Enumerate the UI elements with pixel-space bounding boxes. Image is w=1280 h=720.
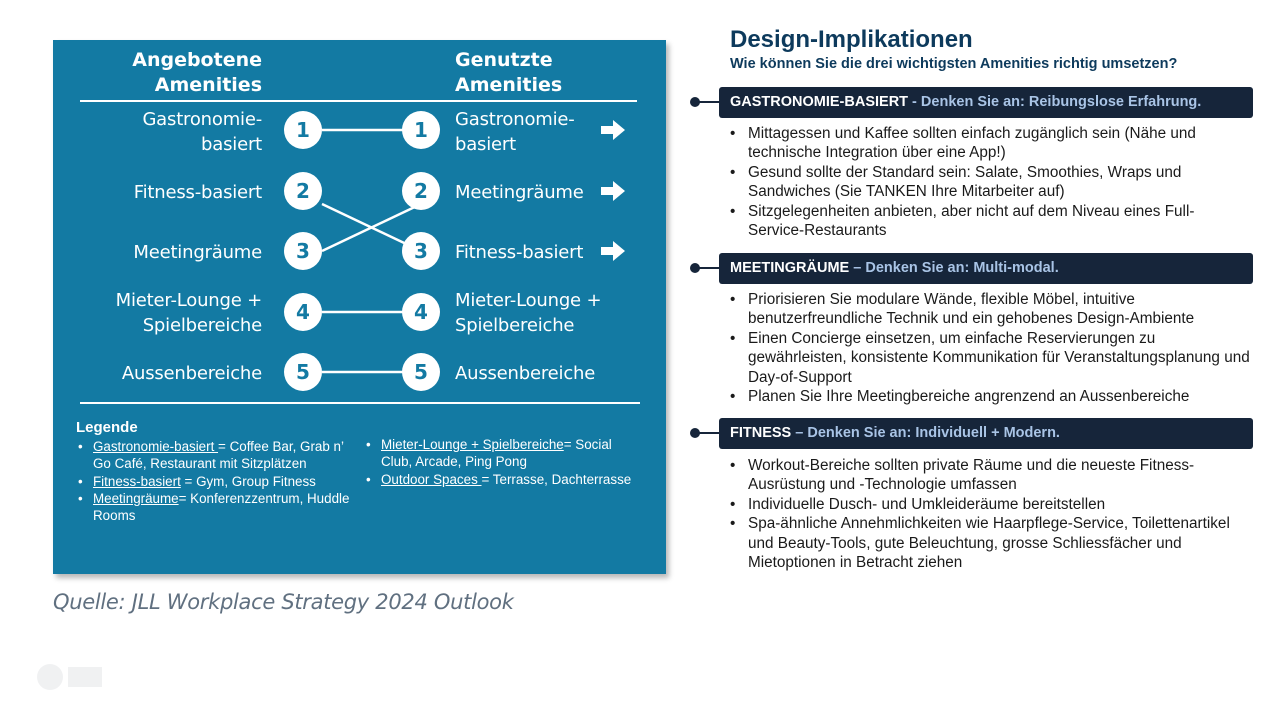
section-bar-fitness: FITNESS – Denken Sie an: Individuell + Modern. xyxy=(719,418,1253,449)
list-item: • Einen Concierge einsetzen, um einfache Reservierungen zu gewährleisten, konsistente Kommunikation für Veranstaltungsplanung und Day-of-Support xyxy=(730,329,1250,387)
left-number-5: 5 xyxy=(284,353,322,391)
left-label-5: Aussenbereiche xyxy=(121,363,262,384)
bullet-connector xyxy=(695,432,721,434)
legend-divider xyxy=(80,402,640,404)
legend-title: Legende xyxy=(76,419,138,436)
left-number-3: 3 xyxy=(284,232,322,270)
list-item: • Sitzgelegenheiten anbieten, aber nicht auf dem Niveau eines Full-Service-Restaurants xyxy=(730,202,1250,241)
legend-item: • Meetingräume= Konferenzzentrum, Huddle Rooms xyxy=(76,490,356,525)
right-label-4: Mieter-Lounge + Spielbereiche xyxy=(455,290,602,336)
left-number-2: 2 xyxy=(284,172,322,210)
source-note: Quelle: JLL Workplace Strategy 2024 Outlook xyxy=(53,590,514,614)
amenities-panel xyxy=(53,40,666,574)
arrow-right-icon xyxy=(601,181,625,201)
jll-logo-watermark-icon xyxy=(36,662,106,692)
right-number-2: 2 xyxy=(402,172,440,210)
left-label-4: Mieter-Lounge + Spielbereiche xyxy=(115,290,262,336)
implications-subtitle: Wie können Sie die drei wichtigsten Amenities richtig umsetzen? xyxy=(730,56,1178,72)
bullet-connector xyxy=(695,101,721,103)
legend-item: • Mieter-Lounge + Spielbereiche= Social Club, Arcade, Ping Pong xyxy=(364,436,644,471)
section-list-gastronomie xyxy=(730,124,1250,240)
left-label-1: Gastronomie- basiert xyxy=(142,109,262,155)
list-item: • Priorisieren Sie modulare Wände, flexible Möbel, intuitive benutzerfreundliche Technik und ein gehobenes Design-Ambiente xyxy=(730,290,1250,329)
right-number-4: 4 xyxy=(402,293,440,331)
section-bar-meetingraeume: MEETINGRÄUME – Denken Sie an: Multi-modal. xyxy=(719,253,1253,284)
right-label-1: Gastronomie- basiert xyxy=(455,109,575,155)
implications-title: Design-Implikationen xyxy=(730,26,973,53)
right-number-3: 3 xyxy=(402,232,440,270)
left-number-4: 4 xyxy=(284,293,322,331)
right-label-3: Fitness-basiert xyxy=(455,242,584,263)
header-used-amenities: Genutzte Amenities xyxy=(455,49,563,96)
list-item: • Spa-ähnliche Annehmlichkeiten wie Haarpflege-Service, Toilettenartikel und Beauty-Tools, gute Beleuchtung, grosse Schliessfächer und Mietoptionen in Betracht ziehen xyxy=(730,514,1250,572)
legend-item: • Fitness-basiert = Gym, Group Fitness xyxy=(76,473,356,490)
list-item: • Workout-Bereiche sollten private Räume und die neueste Fitness-Ausrüstung und -Technologie umfassen xyxy=(730,456,1250,495)
right-label-5: Aussenbereiche xyxy=(455,363,596,384)
right-label-2: Meetingräume xyxy=(455,182,584,203)
legend-column-2 xyxy=(364,436,644,488)
list-item: • Mittagessen und Kaffee sollten einfach zugänglich sein (Nähe und technische Integration über eine App!) xyxy=(730,124,1250,163)
list-item: • Planen Sie Ihre Meetingbereiche angrenzend an Aussenbereiche xyxy=(730,387,1250,406)
list-item: • Gesund sollte der Standard sein: Salate, Smoothies, Wraps und Sandwiches (Sie TANKEN Ihre Mitarbeiter auf) xyxy=(730,163,1250,202)
left-label-2: Fitness-basiert xyxy=(133,182,262,203)
header-offered-amenities: Angebotene Amenities xyxy=(132,49,262,96)
left-label-3: Meetingräume xyxy=(133,242,262,263)
section-list-meetingraeume xyxy=(730,290,1250,406)
legend xyxy=(76,419,138,438)
section-list-fitness xyxy=(730,456,1250,572)
arrow-right-icon xyxy=(601,241,625,261)
left-number-1: 1 xyxy=(284,111,322,149)
right-number-5: 5 xyxy=(402,353,440,391)
section-bar-gastronomie: GASTRONOMIE-BASIERT - Denken Sie an: Reibungslose Erfahrung. xyxy=(719,87,1253,118)
legend-item: • Gastronomie-basiert = Coffee Bar, Grab n’ Go Café, Restaurant mit Sitzplätzen xyxy=(76,438,356,473)
arrow-right-icon xyxy=(601,120,625,140)
legend-item: • Outdoor Spaces = Terrasse, Dachterrasse xyxy=(364,471,644,488)
legend-column-1 xyxy=(76,438,356,524)
bullet-connector xyxy=(695,267,721,269)
list-item: • Individuelle Dusch- und Umkleideräume bereitstellen xyxy=(730,495,1250,514)
right-number-1: 1 xyxy=(402,111,440,149)
